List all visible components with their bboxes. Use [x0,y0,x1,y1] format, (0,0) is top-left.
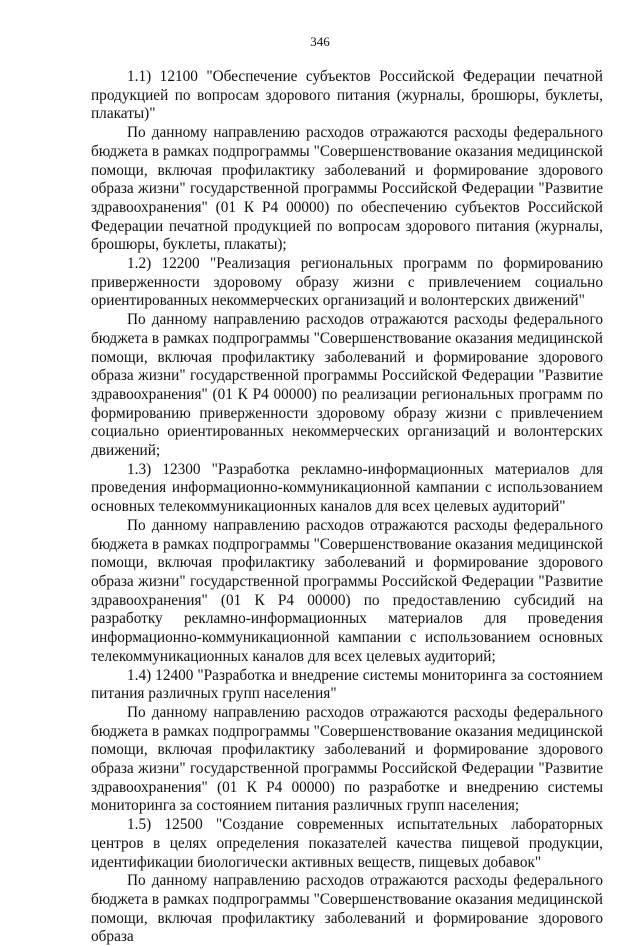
item-description-12400: По данному направлению расходов отражаются расходы федерального бюджета в рамках подпрограммы "Совершенствование оказания медицинской помощи, включая профилактику заболеваний и формирование здорового образа жизни" государственной программы Российской Федерации "Развитие здравоохранения" (01 К Р4 00000) по разработке и внедрению системы мониторинга за состоянием питания различных групп населения; [91,703,603,815]
item-heading-12200: 1.2) 12200 "Реализация региональных программ по формированию приверженности здоровому образу жизни с привлечением социально ориентированных некоммерческих организаций и волонтерских движений" [91,255,603,310]
item-description-12300: По данному направлению расходов отражаются расходы федерального бюджета в рамках подпрограммы "Совершенствование оказания медицинской помощи, включая профилактику заболеваний и формирование здорового образа жизни" государственной программы Российской Федерации "Развитие здравоохранения" (01 К Р4 00000) по предоставлению субсидий на разработку рекламно-информационных материалов для проведения информационно-коммуникационной кампании с использованием основных телекоммуникационных каналов для всех целевых аудиторий; [91,516,603,665]
document-body [91,68,603,947]
item-description-12100: По данному направлению расходов отражаются расходы федерального бюджета в рамках подпрограммы "Совершенствование оказания медицинской помощи, включая профилактику заболеваний и формирование здорового образа жизни" государственной программы Российской Федерации "Развитие здравоохранения" (01 К Р4 00000) по обеспечению субъектов Российской Федерации печатной продукцией по вопросам здорового питания (журналы, брошюры, буклеты, плакаты); [91,124,603,254]
item-description-12500: По данному направлению расходов отражаются расходы федерального бюджета в рамках подпрограммы "Совершенствование оказания медицинской помощи, включая профилактику заболеваний и формирование здорового образа [91,872,603,946]
page-number: 346 [310,34,330,49]
item-heading-12100: 1.1) 12100 "Обеспечение субъектов Российской Федерации печатной продукцией по вопросам здорового питания (журналы, брошюры, буклеты, плакаты)" [91,68,603,123]
item-heading-12300: 1.3) 12300 "Разработка рекламно-информационных материалов для проведения информационно-коммуникационной кампании с использованием основных телекоммуникационных каналов для всех целевых аудиторий" [91,460,603,516]
item-description-12200: По данному направлению расходов отражаются расходы федерального бюджета в рамках подпрограммы "Совершенствование оказания медицинской помощи, включая профилактику заболеваний и формирование здорового образа жизни" государственной программы Российской Федерации "Развитие здравоохранения" (01 К Р4 00000) по реализации региональных программ по формированию приверженности здоровому образу жизни с привлечением социально ориентированных некоммерческих организаций и волонтерских движений; [91,311,603,460]
item-heading-12400: 1.4) 12400 "Разработка и внедрение системы мониторинга за состоянием питания различных групп населения" [91,666,603,703]
item-heading-12500: 1.5) 12500 "Создание современных испытательных лабораторных центров в целях определения показателей качества пищевой продукции, идентификации биологически активных веществ, пищевых добавок" [91,816,603,871]
